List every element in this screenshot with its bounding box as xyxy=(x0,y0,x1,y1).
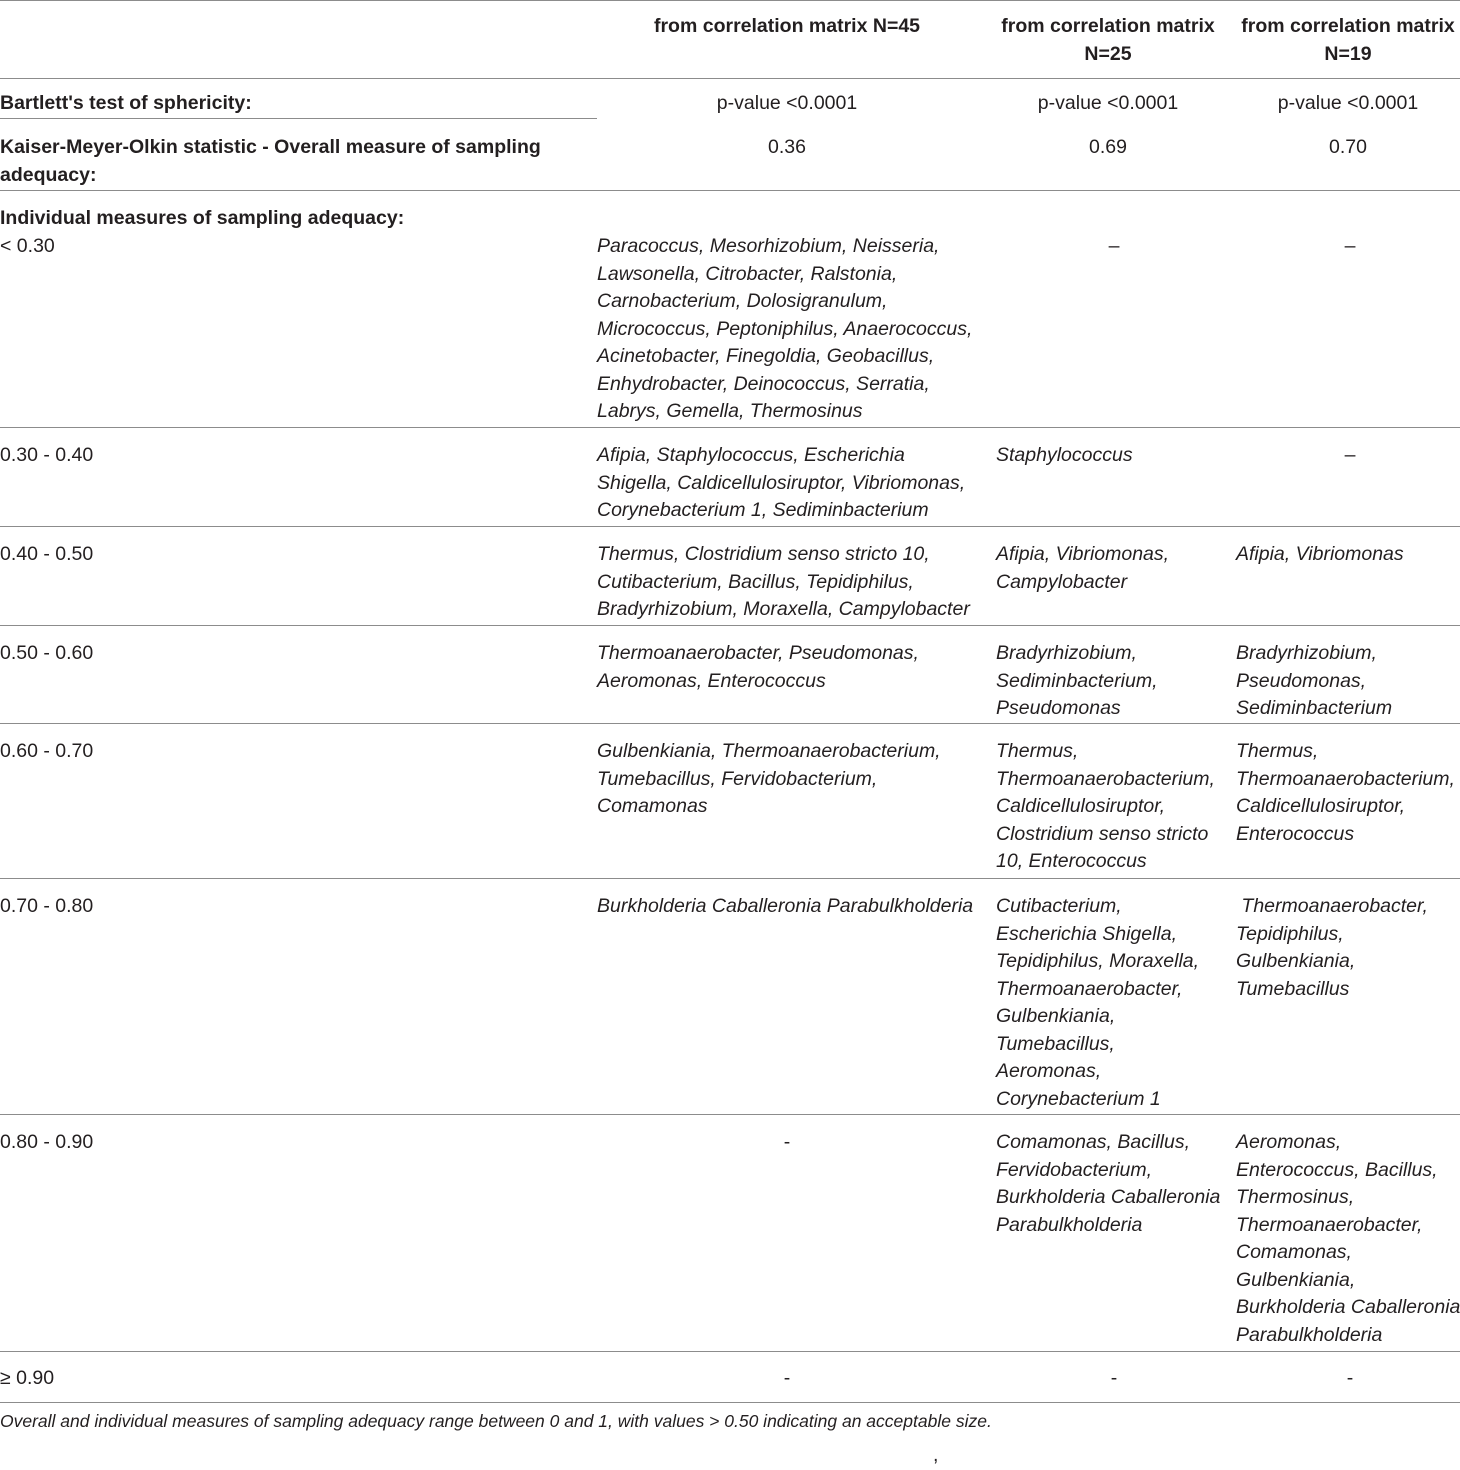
column-header-n19: from correlation matrix N=19 xyxy=(1241,15,1455,65)
genera-line: Burkholderia Caballeronia xyxy=(996,1186,1221,1208)
table-footnote: Overall and individual measures of sampling adequacy range between 0 and 1, with values > 0.50 indicating an acceptable size. xyxy=(0,1411,992,1431)
genera-line: Burkholderia Caballeronia Parabulkholderia xyxy=(597,895,974,917)
rule-top xyxy=(0,0,1460,1)
genera-cell-n45 xyxy=(597,541,970,624)
genera-line: Aeromonas, xyxy=(1236,1131,1342,1153)
genera-line: Thermoanaerobacterium, xyxy=(1236,767,1455,790)
genera-line: Parabulkholderia xyxy=(996,1213,1143,1236)
genera-line: Sediminbacterium xyxy=(1236,697,1393,719)
genera-line: Micrococcus, Peptoniphilus, Anaerococcus, xyxy=(597,317,973,340)
genera-line: Sediminbacterium, xyxy=(996,669,1158,692)
range-label: 0.50 - 0.60 xyxy=(0,642,94,664)
genera-line: Tepidiphilus, xyxy=(1236,922,1344,945)
range-label: 0.80 - 0.90 xyxy=(0,1131,94,1153)
column-header-n25: from correlation matrix N=25 xyxy=(1001,15,1215,65)
rule-row-5 xyxy=(0,878,1460,879)
genera-line: Lawsonella, Citrobacter, Ralstonia, xyxy=(597,262,898,285)
genera-line: - xyxy=(783,1367,791,1389)
genera-line: Shigella, Caldicellulosiruptor, Vibriomonas, xyxy=(597,471,966,494)
genera-line: Thermoanaerobacter, xyxy=(1236,895,1428,917)
genera-cell-n45 xyxy=(597,640,919,695)
genera-line: – xyxy=(1344,444,1356,466)
kmo-value-n25: 0.69 xyxy=(1089,136,1127,158)
range-label: 0.60 - 0.70 xyxy=(0,740,94,762)
genera-cell-n25 xyxy=(996,442,1133,470)
individual-measures-heading: Individual measures of sampling adequacy: xyxy=(0,207,405,229)
genera-line: Clostridium senso stricto xyxy=(996,822,1209,845)
genera-cell-n25 xyxy=(996,1365,1232,1393)
genera-line: Carnobacterium, Dolosigranulum, xyxy=(597,290,888,312)
genera-cell-n25 xyxy=(996,738,1215,876)
rule-row-3 xyxy=(0,625,1460,626)
genera-line: Gulbenkiania, Thermoanaerobacterium, xyxy=(597,740,941,762)
genera-line: Bradyrhizobium, Moraxella, Campylobacter xyxy=(597,598,970,620)
genera-cell-n19 xyxy=(1236,442,1460,470)
genera-line: Fervidobacterium, xyxy=(996,1158,1153,1181)
range-label: 0.70 - 0.80 xyxy=(0,895,94,917)
rule-row-2 xyxy=(0,526,1460,527)
genera-line: - xyxy=(1346,1367,1354,1389)
genera-cell-n45 xyxy=(597,738,941,821)
genera-line: Paracoccus, Mesorhizobium, Neisseria, xyxy=(597,235,940,257)
genera-line: Labrys, Gemella, Thermosinus xyxy=(597,400,863,422)
genera-cell-n25 xyxy=(996,893,1199,1113)
kmo-label: Kaiser-Meyer-Olkin statistic - Overall measure of sampling adequacy: xyxy=(0,136,541,186)
genera-cell-n45 xyxy=(597,1365,977,1393)
genera-line: Pseudomonas xyxy=(996,697,1121,719)
genera-cell-n19 xyxy=(1236,893,1428,1003)
genera-line: Campylobacter xyxy=(996,570,1128,593)
rule-header xyxy=(0,78,1460,79)
genera-line: Enterococcus, Bacillus, xyxy=(1236,1158,1438,1181)
genera-line: Caldicellulosiruptor, xyxy=(1236,795,1406,817)
genera-cell-n25 xyxy=(996,640,1157,723)
genera-cell-n19 xyxy=(1236,1129,1460,1349)
genera-cell-n45 xyxy=(597,442,965,525)
genera-line: Gulbenkiania, xyxy=(1236,950,1356,972)
genera-line: Thermus, Clostridium senso stricto 10, xyxy=(597,543,930,565)
genera-line: Escherichia Shigella, xyxy=(996,922,1178,945)
genera-cell-n45 xyxy=(597,1129,977,1157)
genera-cell-n25 xyxy=(996,233,1232,261)
rule-kmo xyxy=(0,190,1460,191)
genera-line: Comamonas, xyxy=(1236,1241,1352,1263)
kmo-value-n45: 0.36 xyxy=(768,136,806,158)
genera-cell-n19 xyxy=(1236,233,1460,261)
genera-line: Afipia, Vibriomonas, xyxy=(996,543,1170,565)
genera-line: Caldicellulosiruptor, xyxy=(996,795,1166,817)
bartlett-value-n19: p-value <0.0001 xyxy=(1277,92,1419,114)
rule-row-4 xyxy=(0,723,1460,724)
genera-cell-n25 xyxy=(996,1129,1220,1239)
bartlett-value-n45: p-value <0.0001 xyxy=(716,92,858,114)
rule-bartlett xyxy=(0,118,597,119)
genera-line: Cutibacterium, Bacillus, Tepidiphilus, xyxy=(597,570,914,593)
rule-row-7 xyxy=(0,1351,1460,1352)
bartlett-label: Bartlett's test of sphericity: xyxy=(0,92,252,114)
genera-line: Afipia, Vibriomonas xyxy=(1236,543,1404,565)
genera-line: Pseudomonas, xyxy=(1236,669,1367,692)
rule-bottom xyxy=(0,1402,1460,1403)
genera-line: Enhydrobacter, Deinococcus, Serratia, xyxy=(597,372,930,395)
genera-cell-n45 xyxy=(597,233,972,426)
genera-line: Enterococcus xyxy=(1236,822,1355,845)
genera-cell-n19 xyxy=(1236,1365,1460,1393)
genera-line: - xyxy=(1110,1367,1118,1389)
genera-line: Tumebacillus, Fervidobacterium, xyxy=(597,767,878,790)
kmo-value-n19: 0.70 xyxy=(1329,136,1367,158)
genera-line: Bradyrhizobium, xyxy=(1236,642,1377,664)
genera-cell-n25 xyxy=(996,541,1169,596)
genera-line: Aeromonas, xyxy=(996,1060,1102,1082)
genera-line: - xyxy=(783,1131,791,1153)
genera-line: Bradyrhizobium, xyxy=(996,642,1137,664)
genera-line: Tumebacillus xyxy=(1236,977,1350,1000)
genera-line: Comamonas, Bacillus, xyxy=(996,1131,1190,1153)
rule-row-6 xyxy=(0,1114,1460,1115)
genera-cell-n19 xyxy=(1236,640,1392,723)
genera-line: Comamonas xyxy=(597,795,708,817)
genera-line: Thermoanaerobacterium, xyxy=(996,767,1215,790)
genera-line: – xyxy=(1108,235,1120,257)
genera-line: Aeromonas, Enterococcus xyxy=(597,669,826,692)
genera-line: Thermoanaerobacter, xyxy=(996,977,1183,1000)
range-label: 0.30 - 0.40 xyxy=(0,444,94,466)
genera-line: 10, Enterococcus xyxy=(996,850,1147,872)
genera-cell-n19 xyxy=(1236,541,1404,569)
bartlett-value-n25: p-value <0.0001 xyxy=(1037,92,1179,114)
genera-line: Thermoanaerobacter, xyxy=(1236,1213,1423,1236)
genera-line: Gulbenkiania, xyxy=(996,1005,1116,1027)
genera-line: Staphylococcus xyxy=(996,444,1133,466)
genera-line: Tumebacillus, xyxy=(996,1032,1115,1055)
genera-line: Burkholderia Caballeronia xyxy=(1236,1296,1460,1318)
stray-mark: , xyxy=(933,1444,939,1466)
genera-line: Tepidiphilus, Moraxella, xyxy=(996,950,1200,972)
genera-cell-n45 xyxy=(597,893,973,921)
range-label: 0.40 - 0.50 xyxy=(0,543,94,565)
genera-line: Thermoanaerobacter, Pseudomonas, xyxy=(597,642,919,664)
rule-row-1 xyxy=(0,427,1460,428)
genera-line: Cutibacterium, xyxy=(996,895,1122,917)
genera-line: Corynebacterium 1 xyxy=(996,1087,1161,1110)
genera-cell-n19 xyxy=(1236,738,1455,848)
genera-line: Thermus, xyxy=(1236,740,1319,762)
genera-line: Acinetobacter, Finegoldia, Geobacillus, xyxy=(597,345,935,367)
genera-line: Afipia, Staphylococcus, Escherichia xyxy=(597,444,905,466)
genera-line: Thermus, xyxy=(996,740,1079,762)
genera-line: Corynebacterium 1, Sediminbacterium xyxy=(597,499,929,521)
genera-line: – xyxy=(1344,235,1356,257)
range-label: ≥ 0.90 xyxy=(0,1367,55,1389)
genera-line: Gulbenkiania, xyxy=(1236,1268,1356,1291)
genera-line: Parabulkholderia xyxy=(1236,1323,1383,1346)
range-label: < 0.30 xyxy=(0,235,55,257)
column-header-n45: from correlation matrix N=45 xyxy=(653,15,921,37)
genera-line: Thermosinus, xyxy=(1236,1186,1355,1208)
